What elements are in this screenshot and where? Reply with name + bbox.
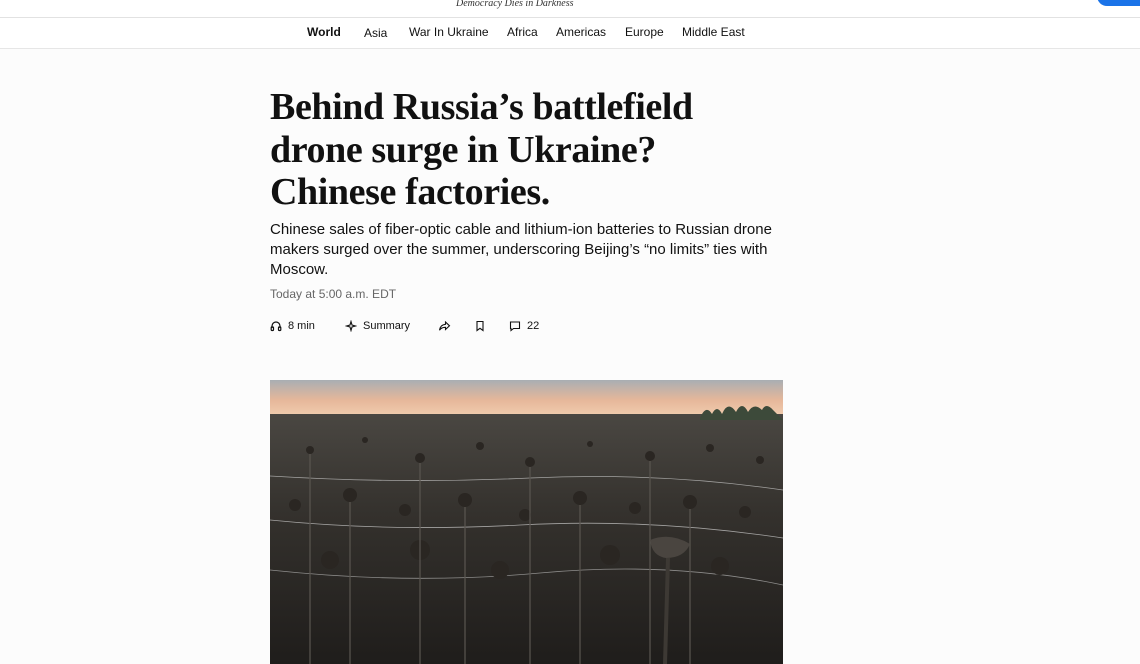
- listen-button[interactable]: [270, 320, 315, 332]
- article-headline: Behind Russia’s battlefield drone surge in Ukraine? Chinese factories.: [270, 86, 693, 213]
- bookmark-icon: [474, 320, 486, 332]
- nav-item-middle-east[interactable]: Middle East: [682, 25, 745, 39]
- nav-item-asia[interactable]: Asia: [364, 26, 388, 40]
- nav-item-americas[interactable]: Americas: [556, 25, 607, 39]
- listen-duration: 8 min: [288, 320, 315, 332]
- subscribe-button[interactable]: [1097, 0, 1140, 6]
- share-icon: [438, 320, 451, 332]
- article-lead-photo[interactable]: [270, 380, 783, 664]
- sparkle-icon: [345, 320, 357, 332]
- nav-item-war-in-ukraine[interactable]: War In Ukraine: [409, 25, 489, 39]
- comment-icon: [509, 320, 521, 332]
- section-nav: [0, 18, 1140, 49]
- headphones-icon: [270, 320, 282, 332]
- nav-item-africa[interactable]: Africa: [507, 25, 538, 39]
- share-button[interactable]: [438, 320, 451, 332]
- nav-item-world[interactable]: World: [307, 25, 341, 39]
- summary-button[interactable]: [345, 320, 410, 332]
- nav-item-europe[interactable]: Europe: [625, 25, 664, 39]
- comments-button[interactable]: [509, 320, 539, 332]
- article-timestamp: Today at 5:00 a.m. EDT: [270, 287, 397, 301]
- top-header-bar: [0, 0, 1140, 18]
- comment-count: 22: [527, 320, 540, 332]
- summary-label: Summary: [363, 320, 411, 332]
- bookmark-button[interactable]: [474, 320, 486, 332]
- article-dek: Chinese sales of fiber-optic cable and lithium-ion batteries to Russian drone makers surged over the summer, underscoring Beijing’s “no limits” ties with Moscow.: [270, 221, 772, 278]
- site-tagline: Democracy Dies in Darkness: [456, 0, 574, 9]
